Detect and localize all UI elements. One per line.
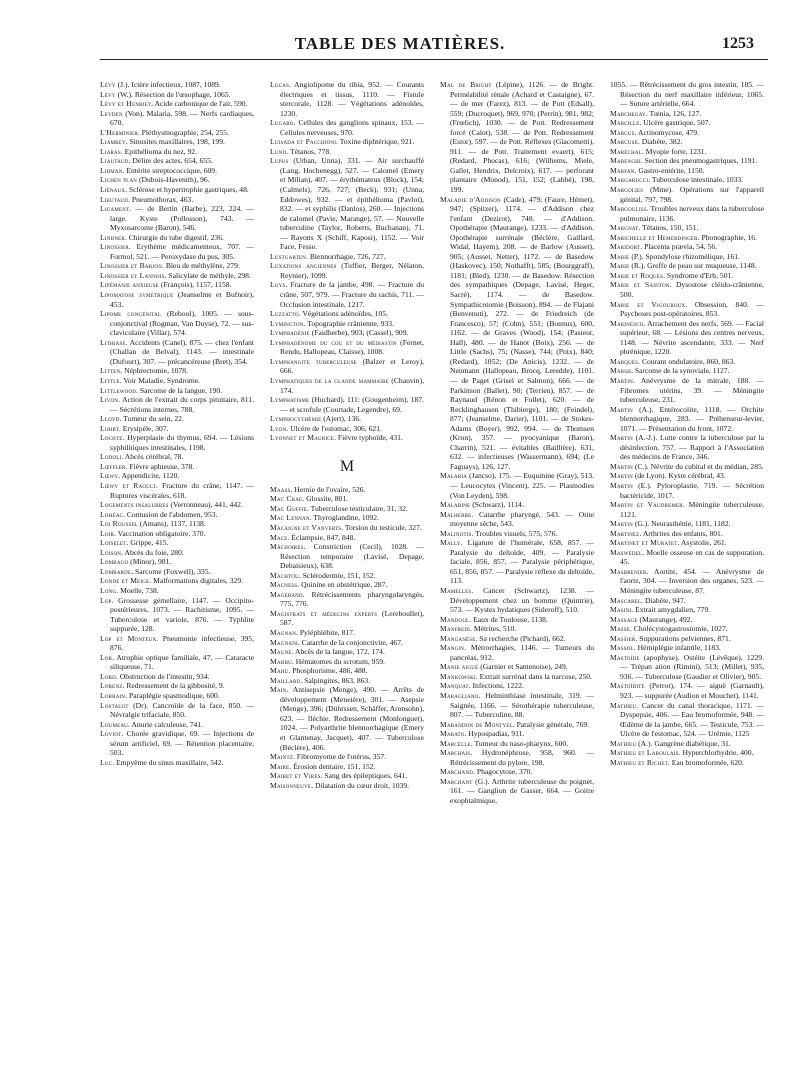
index-entry: Margarucci. Tuberculose intestinale, 1033. xyxy=(610,175,744,185)
index-entry: Marichelle et Hemerdinger. Phonographie, 16. xyxy=(610,232,757,242)
index-entry: Marchand. Phagocytose, 370. xyxy=(440,767,533,777)
index-entry: Mahu. Phosphorisme, 486, 488. xyxy=(270,666,368,676)
index-entry: Maridort. Placenta prævia, 54, 56. xyxy=(610,242,718,252)
index-entry: Magnani. Catarrhe de la conjonctivite, 467. xyxy=(270,637,403,647)
index-entry: Martinez. Arthrites des enfants, 801. xyxy=(610,528,723,538)
index-entry: Mal de Bright (Lépine), 1126. — de Bright. Perméabilité rénale (Achard et Castaigne), 67. — de mer (Farez), 813. — de Pott (Edsall), 559; (Ducroquet), 969, 970; (Perrin), 981, 982; (Frœlich), 1030. — de Pott. Redressement forcé (Calot), 538. — de Pott. Redressement (Estor), 597. — de Pott. Réflexes (Giacometti), 911. — de Pott. Traitement evaert), 615; (Redard, Phocas), 616; (Wilhems, Miele, Gallet, Hendrix, Delcroix), 617. — perforant plantaire (Monod), 151, 152; (Labbé), 198, 199. xyxy=(440,80,595,195)
index-entry: Lohrt. Erysipèle, 307. xyxy=(100,423,169,433)
index-entry: Maragliano. Helminthiase intestinale, 319. — Saignée, 1166. — Sérothérapie tuberculeuse, 807. — Tuberculine, 88. xyxy=(440,691,594,720)
index-entry: Mairet et Vires. Sang des épileptiques, 641. xyxy=(270,771,408,781)
index-entry: Maass. Hernie de l'ovaire, 526. xyxy=(270,484,366,494)
page-title: TABLE DES MATIÈRES. xyxy=(294,34,506,53)
index-entry: Lithiase. Accidents (Canel), 875. — chez l'enfant (Challan de Belval), 1143. — intestinale (Dufourt), 307. — précancéreuse (Bret), 354. xyxy=(100,337,254,366)
index-entry: Malinotis. Troubles visuels, 575, 576. xyxy=(440,528,558,538)
index-entry: Marie et Vigouroux. Obsession, 840. — Psychoses post-opératoires, 853. xyxy=(610,299,764,319)
index-entry: Mastoïdite (Perrot), 174. — aiguë (Garnault), 923. — suppurée (Audion et Mouchet), 1141. xyxy=(610,681,764,700)
index-entry: Mastoïde (apophyse). Ostéite (Lévêque), 1229. — Trépan ation (Rimini), 513; (Millet), 935, 936. — Tuberculose (Gaudier et Olivier), 905. xyxy=(610,652,764,681)
index-column-1 xyxy=(100,80,254,767)
index-entry: Long. Moelle, 738. xyxy=(100,585,159,595)
index-entry: Marcus. Actinomycose, 479. xyxy=(610,127,699,137)
index-entry: Mamelles. Cancer (Schwartz), 1238. — Développement chez un homme (Quintrie), 573. — Kystes hydatiques (Sideroff), 510. xyxy=(440,585,594,615)
index-entry: Lombago (Minor), 981. xyxy=(100,557,172,567)
index-entry: Lyon. Ulcère de l'estomac, 306, 621. xyxy=(270,423,382,433)
index-entry: Martin (E.). Pyloroplastie, 719. — Sécrétion bactéricide, 1017. xyxy=(610,480,764,500)
index-entry: Loi Roussel (Amans), 1137, 1138. xyxy=(100,519,206,529)
index-entry: Marcille. Ulcère gastrique, 507. xyxy=(610,118,711,128)
index-entry: Lichen plan (Dubois-Havenith), 96. xyxy=(100,175,210,185)
index-entry: Mangin. Métrorrhagies, 1146. — Tumeurs du pancréas, 912. xyxy=(440,643,594,662)
index-entry: Margolies (Mme). Opérations sur l'appareil génital, 797, 798. xyxy=(610,185,764,204)
index-entry: Lustgarten. Blennorrhagie, 726, 727. xyxy=(270,251,386,261)
index-entry: Lymington. Topographie crânienne, 933. xyxy=(270,318,395,328)
index-entry: Marie et Sainton. Dysostose cléido-crânienne, 500. xyxy=(610,280,764,300)
index-entry: Magistrats et médecins experts (Lereboullet), 587. xyxy=(270,608,424,628)
index-entry: Little. Voir Maladie, Syndrome. xyxy=(100,375,201,385)
index-entry: Mankowski. Extrait surrénal dans la narcose, 250. xyxy=(440,671,592,681)
index-entry: Lœwy et Raoult. Fracture du crâne, 1147. — Ruptures viscérales, 618. xyxy=(100,480,254,500)
index-entry: Masini. Extrait amygdalien, 779. xyxy=(610,605,711,615)
index-entry: Mathieu. Cancer du canal thoracique, 1171. — Dyspepsie, 406. — Eau bromoformée, 948. — Œdème de la jambe, 665. — Testicule, 753. — Ulcère de l'estomac, 524. — Urémie, 1125 xyxy=(610,700,764,739)
index-entry: Liaras. Epithélioma du nez, 92. xyxy=(100,146,197,156)
index-entry: Lipomatose symétrique (Jeanselme et Bufnoir), 453. xyxy=(100,290,254,309)
index-entry: Libman. Entérite streptococcique, 609. xyxy=(100,165,217,175)
index-entry: Marfan. Gastro-entérite, 1150. xyxy=(610,165,705,175)
index-entry: Margouliss. Troubles nerveux dans la tuberculose pulmonaire, 1136. xyxy=(610,204,764,223)
index-entry: Martin (A.). Entérocolite, 1118. — Orchite blennorrhagique, 283. — Préhenseur-levier, 1071. — Présentation du front, 1072. xyxy=(610,404,764,433)
index-entry: Linossier et Lannois. Salicylate de méthyle, 298. xyxy=(100,270,251,280)
index-entry: Loviot. Chorée gravidique, 69. — Injections de sérum artificiel, 69. — Rétention placentaire, 503. xyxy=(100,729,254,758)
index-entry: Loir. Vaccination obligatoire, 370. xyxy=(100,528,206,538)
index-entry: Manquat. Infections, 1222. xyxy=(440,681,524,691)
index-entry: Lop et Monteux. Pneumonie infectieuse, 395, 876. xyxy=(100,633,255,653)
index-entry: Mathieu et Laboulais. Hyperchlorhydrie, 400. xyxy=(610,748,754,758)
index-entry: Malherbe. Catarrhe pharyngé, 543. — Otite moyenne sèche, 543. xyxy=(440,509,594,529)
index-entry: Linossier et Barjon. Bleu de méthylène, 279. xyxy=(100,261,240,271)
index-entry: Lindner. Chirurgie du tube digestif, 236. xyxy=(100,232,224,242)
index-entry: Marinesco. Arrachement des nerfs, 569. — Facial supérieur, 68. — Lésions des centres nerveux, 1148. — Névrite ascendante, 333. — Nerf phrénique, 1220. xyxy=(610,318,764,357)
index-entry: Maladie d'Addison (Cade), 479; (Faure, Hémet), 947; (Spitzer), 1174. — d'Addison chez l'enfant (Dezirot), 748. — d'Addison. Opothérapie (Maurange), 1233. — d'Addison. Opothérapie surrénale (Béclère, Gaillard, Widal, Hayem), 208. — de Barlow (Ausset), 905; (Ausset, Netter), 1172. — de Basedow (Haskovec), 150; Nothafft), 585; (Bourggraff), 1181; (Bled), 1230. — de Basedow. Résection des sympathiques (Depage, Lavisé, Heger, Sacré), 1174. — de Basedow. Sympathicotomie (Boisson), 894. — de Flajani (Benvenuti), 272. — de Friedreich (de Francesco), 57; (Cohn), 551; (Bonnus), 600, 1162. — de Graves (Wood), 154; (Pasteur, Hall), 480. — de Hanot (Boix), 256. — de Little (Sachs), 75; (Nasse), 744; (Poix), 840; (Redard), 1052; (De Anicis), 1232. — de Neumann (Hallopeau, Brocq, Leredde), 1101. — de Paget (Grisel et Salmon), 666. — de Parkinson (Ballet), 90; (Terrien), 857. — de Raynaud (Rénon et Follet), 620. — de Recklinghausen (Thibierge), 180; (Feindel), 877; (Jeanselme, Darier), 1101. — de Stokes-Adams (Boyer), 992, 994. — de Thomsen (Kron), 357. — pyocyanique (Baron), Charrin), 521. — évitables (Baillière), 631, 632. — infectieuses (Wassermann), 694; (Le Faguays), 126, 127. xyxy=(440,194,594,471)
index-entry: Leyden (Von). Malaria, 598. — Nerfs cardiaques, 670. xyxy=(100,108,254,128)
index-entry: Luxations anciennes (Tuffier, Berger, Nélaton, Reynier), 1099. xyxy=(270,261,424,280)
index-entry: Main. Antisepsie (Menge), 490. — Arrêts de développement (Meneière), 301. — Asepsie (Menge), 396; (Dührssen, Schäffer, Aronsohn), 623. — fléchie. Redressement (Monlonguet), 1024. — Polyarthrite blennorrhagique (Emery et Glantenay, Jacquet), 407. — Tuberculose (Béclère), 406. xyxy=(270,685,424,752)
page-number: 1253 xyxy=(722,35,754,52)
index-entry: Loiselet. Grippe, 415. xyxy=(100,538,169,548)
index-entry: L'Herminier. Pléthysmographie, 254, 255. xyxy=(100,127,229,137)
index-entry: Manie aiguë (Garnier et Santenoise), 249. xyxy=(440,662,568,672)
index-entry: Lloyd. Tumeur du sein, 22. xyxy=(100,414,184,424)
index-entry: Londe et Meige. Malformations digitales, 329. xyxy=(100,576,244,586)
index-entry: Luisada et Pacchioni. Toxine diphtérique, 921. xyxy=(270,137,415,147)
index-entry: Magne. Abcès de la langue, 172, 174. xyxy=(270,647,385,657)
index-entry: Mathieu (A.). Gangrène diabétique, 31. xyxy=(610,738,731,748)
index-entry: Massol. Hémiplégie infantile, 1183. xyxy=(610,643,721,653)
index-entry: 1055. — Rétrécissement du gros intestin, 185. — Résection du nerf maxillaire inférieur, 1065. — Suture artérielle, 664. xyxy=(610,80,764,109)
index-entry: Maintz. Fibromyome de l'utérus, 357. xyxy=(270,752,387,762)
index-entry: Lœwy. Appendicite, 1120. xyxy=(100,471,180,481)
index-entry: Lostalot (Dr). Cancroïde de la face, 850. — Névralgie trifaciale, 850. xyxy=(100,700,254,720)
index-entry: Manganèse. Sa recherche (Pichard), 662. xyxy=(440,633,566,643)
index-entry: Marie et Roques. Syndrome d'Erb, 501. xyxy=(610,270,734,280)
index-entry: Lyonnet et Maurice. Fièvre typhoïde, 431. xyxy=(270,433,403,443)
index-entry: Martin et Vaudremer. Méningite tuberculeuse, 1121. xyxy=(610,500,764,519)
index-entry: Lochte. Hyperplasie du thymus, 694. — Lésions syphilitiques intestinales, 1198. xyxy=(100,433,254,452)
index-entry: Marchant (G.). Arthrite tuberculeuse du poignet, 161. — Ganglion de Gasser, 664. — Goitre exophtalmique, xyxy=(440,776,594,806)
index-entry: Loumeau. Anurie calculeuse, 741. xyxy=(100,719,204,729)
index-entry: Lymphadénie (Faidherbe), 903; (Cassel), 909. xyxy=(270,328,409,338)
index-entry: Mac Guffie. Tuberculose testiculaire, 31, 32. xyxy=(270,503,408,513)
index-entry: Martin (G.). Neurasthénie, 1181, 1182. xyxy=(610,519,731,529)
index-entry: Lucas. Angiolipome du tibia, 952. — Courants électriques et tissus, 1110. — Fistule stercorale, 1128. — Végétations adénoïdes, 1230. xyxy=(270,80,424,118)
index-entry: Lévy (J.). Ictère infectieux, 1087, 1089. xyxy=(100,80,221,89)
index-entry: Lymphangite tuberculeuse (Balzer et Leroy), 666. xyxy=(270,356,425,376)
index-entry: Marato. Hypospadias, 911. xyxy=(440,729,525,739)
index-entry: Lop. Grossesse gémellaire, 1147. — Occipito-postérieures, 1073. — Rachitisme, 1095. — Tuberculose et variole, 876. — Typhlite suppurée, 128. xyxy=(100,595,254,634)
index-entry: Manfredi. Métrites, 510. xyxy=(440,624,517,634)
index-entry: Maswedel. Moelle osseuse en cas de suppuration, 45. xyxy=(610,547,764,567)
index-entry: Marenghi. Section des pneumogastriques, 1191. xyxy=(610,156,758,166)
index-entry: Maréchal. Myopie forte, 1231. xyxy=(610,146,707,156)
index-entry: Marcelle. Tumeur du naso-pharynx, 600. xyxy=(440,738,569,748)
index-entry: Lorrain. Paraplégie spasmodique, 600. xyxy=(100,691,220,700)
index-entry: Lymphocythémie (Ajert), 136. xyxy=(270,414,361,424)
index-entry: Lor. Atrophie optique familiale, 47. — Cataracte siliqueuse, 71. xyxy=(100,652,254,672)
index-entry: Ligament. — de Bertin (Barbe), 223, 224. — large. Kyste (Pollosson), 743. — Myxosarcome (Baron), 546. xyxy=(100,204,254,233)
index-entry: Mally. Ligature de l'humérale, 658, 857. — Paralysie du deltoïde, 409. — Paralysie faciale, 856, 857. — Paralysie périphérique, 651, 856, 857. — Paralysie réflexe du deltoïde, 113. xyxy=(440,538,594,586)
index-entry: Lymphatiques de la glande mammaire (Chauvin), 174. xyxy=(270,375,424,395)
section-letter: M xyxy=(339,457,355,475)
index-entry: Mâchoires. Constriction (Cecil), 1028. — Résection temporaire (Lavisé, Depage, Debaisieux), 638. xyxy=(270,542,424,571)
index-entry: Mahbu. Hématomes du scrotum, 959. xyxy=(270,656,385,666)
index-entry: Margnat. Tétanos, 150, 151. xyxy=(610,223,699,233)
index-entry: Lymphatisme (Huchard), 111: (Gougenheim), 187. — et scrofule (Courtade, Legendre), 69. xyxy=(270,395,424,414)
index-entry: Martinet et Muratet. Asystolie, 261. xyxy=(610,538,727,548)
index-entry: Litten. Néphrectomie, 1078. xyxy=(100,366,188,376)
index-entry: Marandon de Montyel. Paralysie générale, 769. xyxy=(440,719,590,729)
index-entry: Masbrenier. Aortite, 454. — Anévrysme de l'aorte, 304. — Inversion des organes, 523. — Méningite tuberculeuse, 87. xyxy=(610,566,764,595)
index-entry: Masse. Cholécystogastrostomie, 1027. xyxy=(610,624,728,634)
index-entry: Lund. Tétanos, 778. xyxy=(270,146,332,156)
index-entry: Lœffler. Fièvre aphteuse, 378. xyxy=(100,461,195,471)
index-entry: Livon. Action de l'extrait du corps pituitaire, 811. — Sécrétions internes, 788. xyxy=(100,395,254,414)
index-entry: Linossier. Erythème médicamenteux, 707. — Formol, 521. — Peroxydase du pus, 305. xyxy=(100,242,254,261)
index-entry: Martin. Anévrysme de la mitrale, 188. — Fibromes utérins, 39. — Méningite tuberculeuse, 231. xyxy=(610,375,764,405)
index-entry: Maillard. Salpingites, 863, 863. xyxy=(270,675,371,685)
index-entry: Macaigne et Vanverts. Torsion du testicule, 327. xyxy=(270,522,422,532)
index-entry: Lieutaud. Pneumothorax, 463. xyxy=(100,194,194,204)
index-entry: Magnan. Pyléphlébite, 817. xyxy=(270,627,355,637)
index-entry: Marie (P.). Spondylose rhizomélique, 161. xyxy=(610,251,740,261)
index-entry: Lupus (Urban, Unna), 331. — Air surchauffé (Lang, Hochenegg), 527. — Calomel (Emery et Milian), 407. — érythémateux (Block), 154; (Calmels), 726, 727; (Beck), 931; (Unna, Eddowes), 932. — et épithélioma (Pavlot), 832. — et syphilis (Danlos), 260. — Injections de calomel (Pavie, Marange), 57. — Nouvelle tuberculine (Taylor, Roberts, Buchanan), 71. — Rayons X (Schiff, Kaposi), 1152. — Voir Face, Fesse. xyxy=(270,156,424,252)
index-entry: Lohéac. Contusion de l'abdomen, 953. xyxy=(100,509,218,519)
index-column-2 xyxy=(270,80,424,790)
index-entry: Lipémanie anxieuse (François), 1157, 1158. xyxy=(100,280,232,290)
header-rule xyxy=(100,59,768,60)
index-entry: Machtou. Sclérodermie, 151, 152. xyxy=(270,570,376,580)
index-entry: Marqués. Courant ondulatoire, 860, 863. xyxy=(610,356,736,366)
index-entry: Massage (Maurange), 492. xyxy=(610,614,693,624)
index-entry: Martin (de Lyon). Kyste cérébral, 43. xyxy=(610,471,726,481)
index-entry: Lévy et Henriet. Acide carbonique de l'air, 590. xyxy=(100,99,248,109)
index-entry: Marcuse. Diabète, 382. xyxy=(610,137,683,147)
index-entry: Luzzatto. Végétations adénoïdes, 105. xyxy=(270,309,388,319)
index-entry: Mascarel. Diabète, 947. xyxy=(610,595,686,605)
index-entry: Luys. Fracture de la jambe, 498. — Fracture du crâne, 507, 979. — Fracture du rachis, 711. — Occlusion intestinale, 1217. xyxy=(270,280,424,309)
index-entry: Mac Crae. Glossite, 801. xyxy=(270,494,349,504)
index-entry: Mathieu et Richet. Eau bromoformée, 620. xyxy=(610,757,744,767)
index-entry: Lombarde. Sarcome (Foxwell), 335. xyxy=(100,566,211,576)
index-entry: Marchais. Hydronéphrose, 958, 960. — Rétrécissement du pylore, 198. xyxy=(440,748,594,767)
index-entry: Marchegay. Tœnia, 126, 127. xyxy=(610,108,702,118)
index-entry: Marsh. Sarcome de la synoviale, 1127. xyxy=(610,366,730,376)
index-column-4 xyxy=(610,80,764,767)
index-entry: Lord. Obstruction de l'intestin, 934. xyxy=(100,671,210,681)
index-entry: Mace. Éclampsie, 847, 848. xyxy=(270,532,356,542)
index-entry: Lymphadénome du cou et du médiastin (Fernet, Rendu, Hallopeau, Claisse), 1008. xyxy=(270,337,424,357)
index-entry: Lodoli. Abcès cérébral, 78. xyxy=(100,452,184,462)
index-entry: Littlewood. Sarcome de la langue, 190. xyxy=(100,385,223,395)
index-entry: Mac Lennan. Thyroglandine, 1092. xyxy=(270,513,379,523)
index-entry: Massier. Suppurations pelviennes, 871. xyxy=(610,633,731,643)
index-entry: Luc. Empyème du sinus maxillaire, 542. xyxy=(100,757,224,767)
index-entry: Lipome congénital (Reboul), 1005. — sous-conjonctival (Rogman, Van Duyse), 72. — sus-claviculaire (Villar), 574. xyxy=(100,309,255,338)
index-entry: Magerand. Rétrécissements pharyngolaryngés, 775, 776. xyxy=(270,589,424,609)
index-entry: Martin (A.-J.). Lutte contre la tuberculose par la désinfection, 757. — Rapport à l'Association des médecins de France, 346. xyxy=(610,433,764,462)
index-entry: Maisonneuve. Dilatation du cœur droit, 1039. xyxy=(270,780,410,790)
index-entry: Lorenz. Redressement de la gibbosité, 9. xyxy=(100,681,225,691)
index-entry: Malaria (Jancso), 175. — Euquinine (Gray), 513. — Leucocytes (Vincent), 225. — Plasmodies (Von Leyden), 598. xyxy=(440,471,594,500)
index-entry: Lugaro. Cellules des ganglions spinaux, 153. — Cellules nerveuses, 970. xyxy=(270,118,424,137)
index-entry: Marie (R.). Greffe de peau sur muqueuse, 1148. xyxy=(610,261,757,271)
index-column-3 xyxy=(440,80,594,806)
index-entry: Malarine (Schwarz), 1114. xyxy=(440,500,524,510)
index-entry: Liénaux. Sclérose et hypertrophie gastriques, 48. xyxy=(100,185,249,195)
index-entry: Macness. Quinine en obstétrique, 287. xyxy=(270,580,388,590)
index-entry: Lévy (W.). Résection de l'œsophage, 1065. xyxy=(100,89,231,99)
index-entry: Martin (C.). Névrite du cubital et du médian, 285. xyxy=(610,461,764,471)
index-entry: Liautaud. Délire des actes, 654, 655. xyxy=(100,156,213,166)
page-header xyxy=(0,34,800,62)
index-entry: Logements insalubres (Verronneau), 441, 442. xyxy=(100,500,243,510)
index-entry: Maire. Érosion dentaire, 151, 152. xyxy=(270,761,376,771)
index-entry: Mandoul. Eaux de Toulouse, 1138. xyxy=(440,614,548,624)
index-entry: Loison. Abcès du foie, 280. xyxy=(100,547,184,557)
index-entry: Liambey. Sinusites maxillaires, 198, 199. xyxy=(100,137,225,147)
